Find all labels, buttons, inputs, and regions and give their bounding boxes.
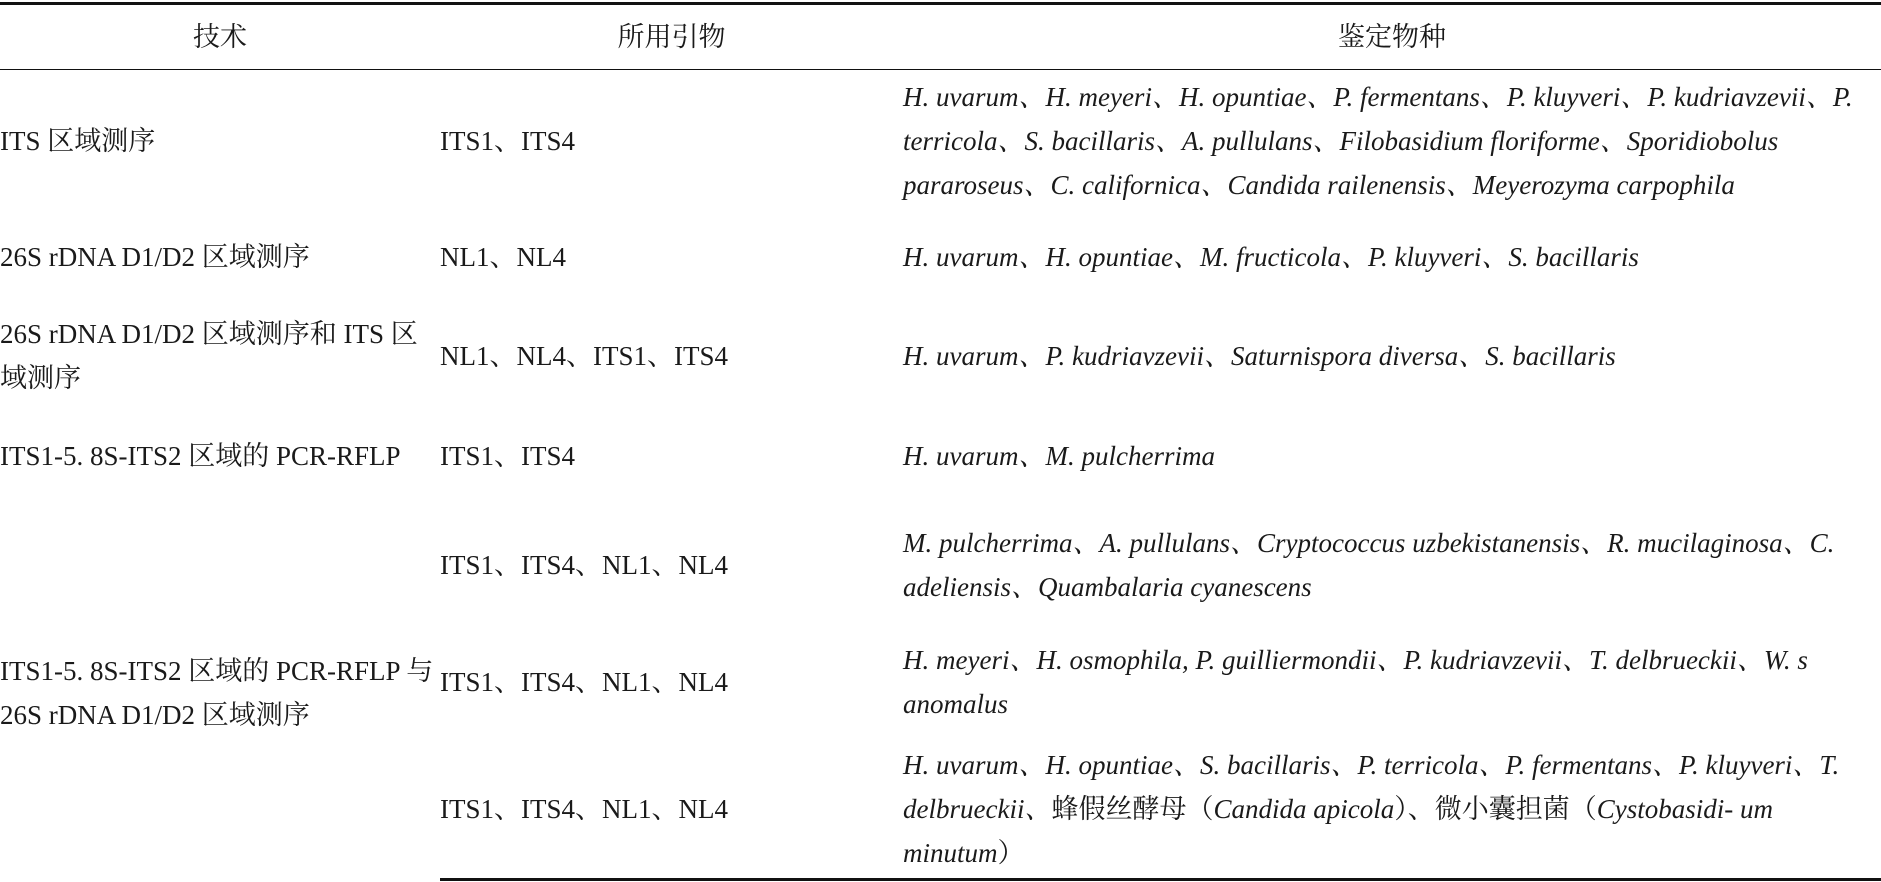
technique-cell: 26S rDNA D1/D2 区域测序: [0, 242, 310, 272]
species-cell: M. pulcherrima、A. pullulans、Cryptococcus uzbekistanensis、R. mucilaginosa、C. adeliensis、Quambalaria cyanescens: [903, 528, 1835, 602]
species-punctuation: ）: [997, 838, 1025, 868]
header-row: [0, 4, 1881, 70]
table-body: [0, 70, 1881, 880]
species-latin-list: H. uvarum、H. opuntiae、S. bacillaris、P. terricola、P. fermentans、P. kluyveri、T. delbrueckii、: [903, 750, 1840, 824]
header-species: 鉴定物种: [1338, 22, 1446, 52]
header-technique: 技术: [193, 22, 247, 52]
species-latin-name: Candida apicola: [1213, 794, 1395, 824]
primers-cell: ITS1、ITS4、NL1、NL4: [440, 550, 728, 580]
species-cell: H. uvarum、H. meyeri、H. opuntiae、P. fermentans、P. kluyveri、P. kudriavzevii、P. terricola、S. bacillaris、A. pullulans、Filobasidium floriforme、Sporidiobolus pararoseus、C. californica、Candida railenensis、Meyerozyma carpophila: [903, 82, 1853, 200]
species-chinese-name: ）、微小囊担菌（: [1394, 794, 1597, 824]
species-latin-name: Cystobasidi- um minutum: [903, 794, 1773, 868]
technique-cell: 26S rDNA D1/D2 区域测序和 ITS 区域测序: [0, 319, 418, 393]
table-row: [0, 506, 1881, 624]
species-cell: H. uvarum、H. opuntiae、M. fructicola、P. kluyveri、S. bacillaris: [903, 242, 1639, 272]
table-row: [0, 306, 1881, 406]
primers-cell: ITS1、ITS4: [440, 441, 575, 471]
table-header: [0, 4, 1881, 70]
species-chinese-name: 蜂假丝酵母（: [1051, 794, 1214, 824]
header-primers: 所用引物: [617, 22, 726, 52]
primers-cell: NL1、NL4: [440, 242, 566, 272]
table-row: [0, 208, 1881, 306]
species-cell: H. uvarum、M. pulcherrima: [903, 441, 1215, 471]
species-cell: H. uvarum、P. kudriavzevii、Saturnispora diversa、S. bacillaris: [903, 341, 1616, 371]
primers-cell: NL1、NL4、ITS1、ITS4: [440, 341, 728, 371]
primers-cell: ITS1、ITS4、NL1、NL4: [440, 667, 728, 697]
table-row: [0, 70, 1881, 209]
species-cell: [903, 740, 1881, 880]
table-row: [0, 406, 1881, 506]
yeast-identification-table: [0, 2, 1881, 881]
technique-cell: ITS 区域测序: [0, 126, 156, 156]
primers-cell: ITS1、ITS4、NL1、NL4: [440, 740, 903, 880]
species-cell: H. meyeri、H. osmophila, P. guilliermondii、P. kudriavzevii、T. delbrueckii、W. s anomalus: [903, 645, 1808, 719]
primers-cell: ITS1、ITS4: [440, 126, 575, 156]
technique-cell-merged: ITS1-5. 8S-ITS2 区域的 PCR-RFLP 与 26S rDNA D1/D2 区域测序: [0, 655, 434, 730]
technique-cell: ITS1-5. 8S-ITS2 区域的 PCR-RFLP: [0, 441, 401, 471]
